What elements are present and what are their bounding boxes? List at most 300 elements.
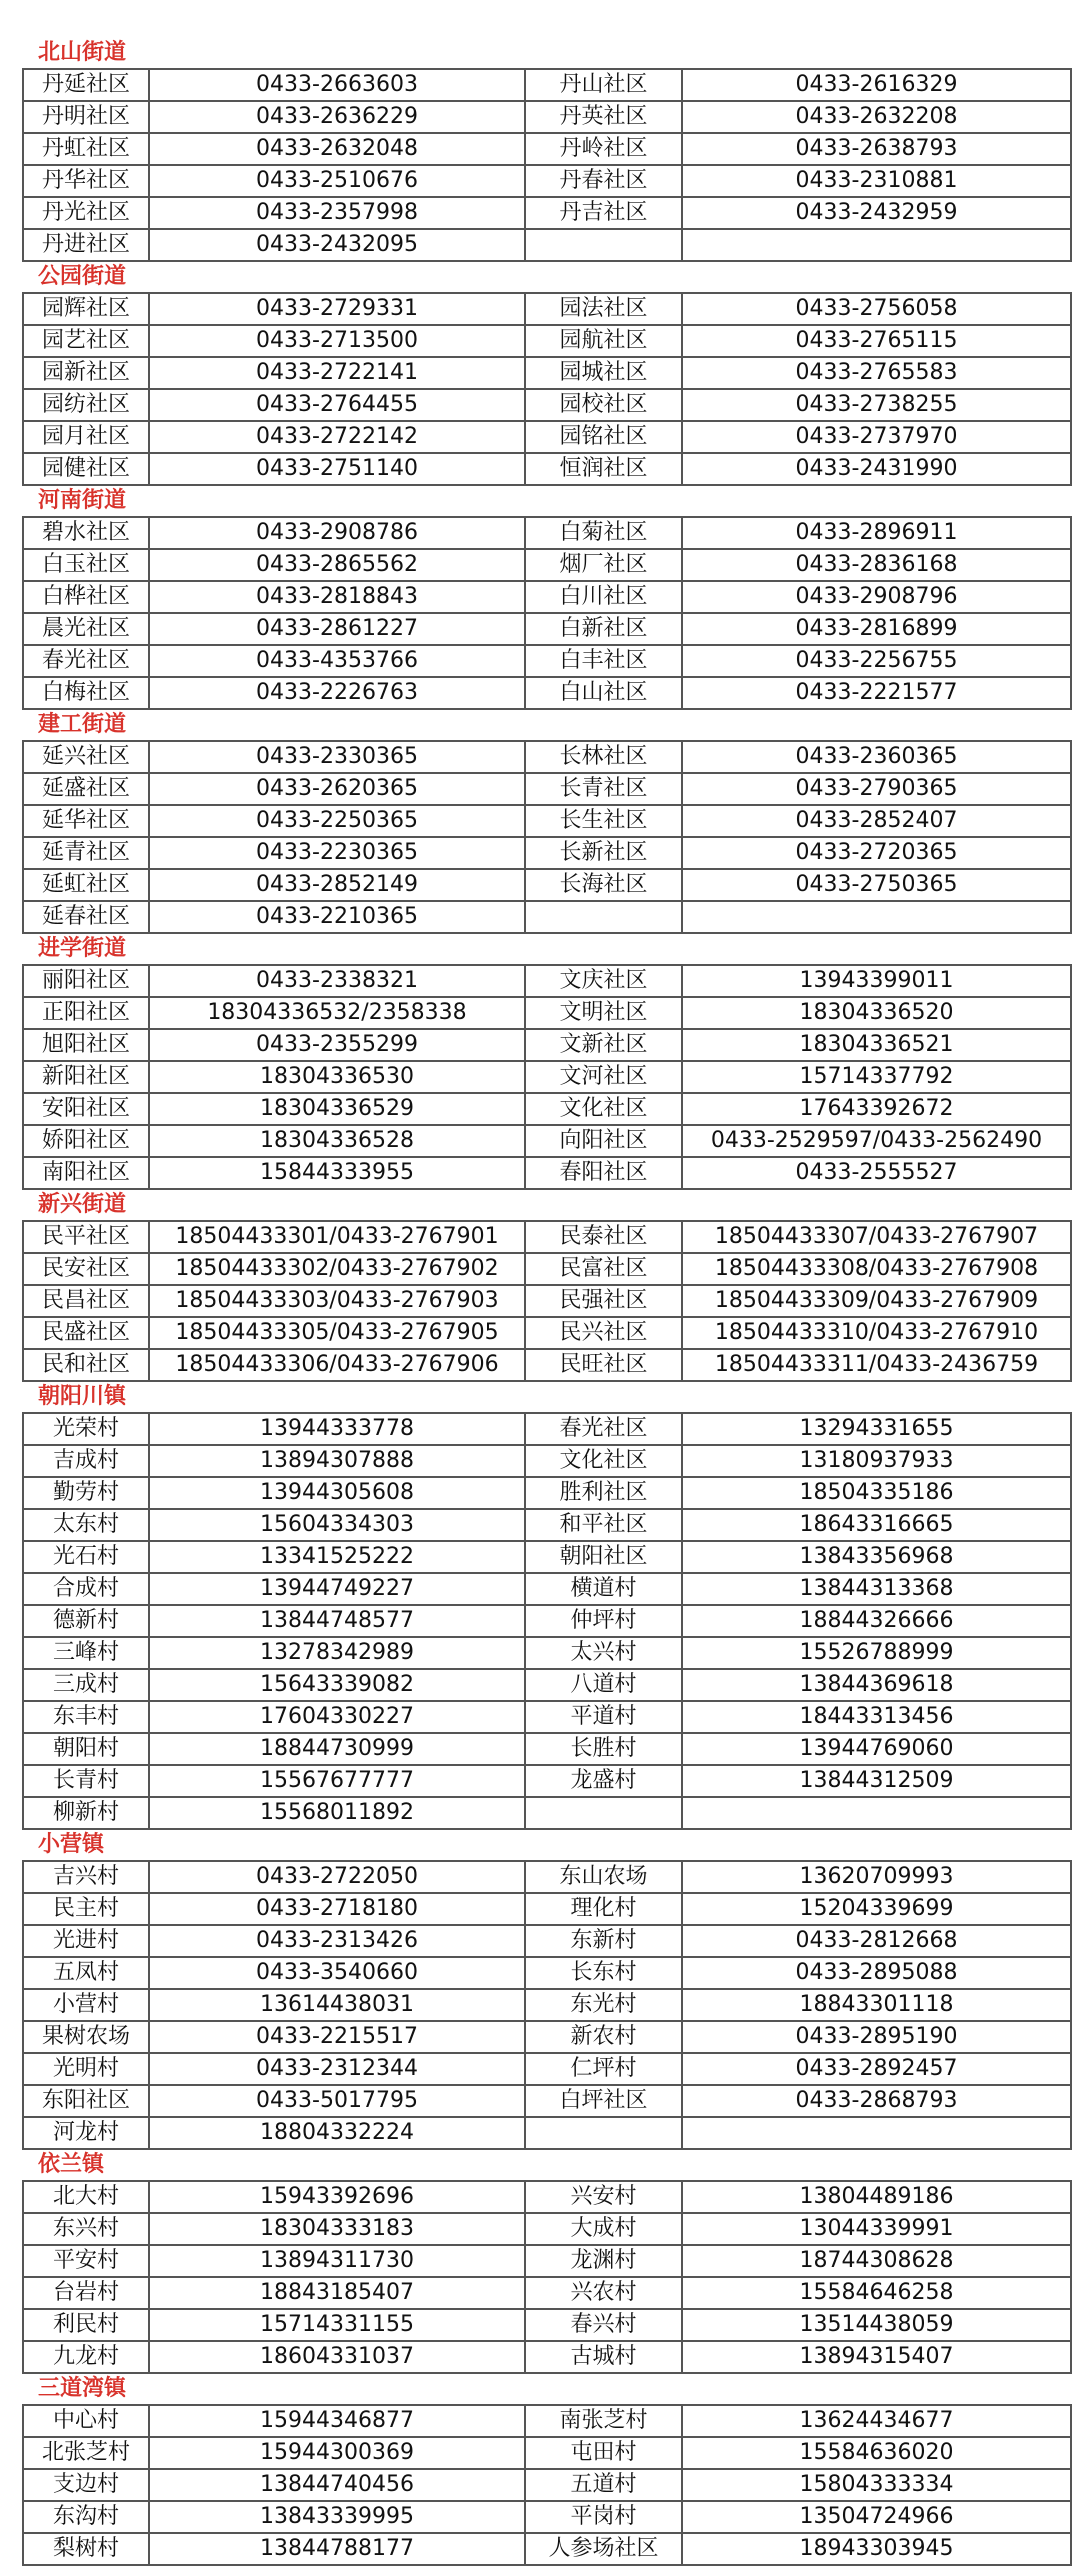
- phone-left: 0433-2722142: [149, 421, 525, 453]
- table-row: [23, 549, 1071, 581]
- table-row: [23, 773, 1071, 805]
- table-row: [23, 101, 1071, 133]
- phone-left: 0433-2230365: [149, 837, 525, 869]
- phone-right: 13514438059: [682, 2309, 1071, 2341]
- unit-name-right: 民旺社区: [525, 1349, 682, 1381]
- unit-name-right: 园航社区: [525, 325, 682, 357]
- phone-right: 13620709993: [682, 1861, 1071, 1893]
- unit-name-left: 中心村: [23, 2405, 149, 2437]
- phone-right: 0433-2632208: [682, 101, 1071, 133]
- unit-name-left: 延兴社区: [23, 741, 149, 773]
- unit-name-right: 白新社区: [525, 613, 682, 645]
- unit-name-left: 白桦社区: [23, 581, 149, 613]
- table-row: [23, 229, 1071, 261]
- phone-right: 0433-2221577: [682, 677, 1071, 709]
- phone-right: 0433-2892457: [682, 2053, 1071, 2085]
- phone-right: 0433-2868793: [682, 2085, 1071, 2117]
- table-row: [23, 2245, 1071, 2277]
- directory-table: [22, 1860, 1072, 2150]
- phone-right: 0433-2432959: [682, 197, 1071, 229]
- unit-name-right: 南张芝村: [525, 2405, 682, 2437]
- table-row: [23, 1541, 1071, 1573]
- unit-name-right: 兴安村: [525, 2181, 682, 2213]
- phone-left: 0433-2620365: [149, 773, 525, 805]
- phone-right: 13844369618: [682, 1669, 1071, 1701]
- phone-left: 0433-2250365: [149, 805, 525, 837]
- phone-left: 13844740456: [149, 2469, 525, 2501]
- table-row: [23, 1573, 1071, 1605]
- unit-name-left: 光石村: [23, 1541, 149, 1573]
- unit-name-left: 新阳社区: [23, 1061, 149, 1093]
- phone-left: 0433-2338321: [149, 965, 525, 997]
- table-row: [23, 357, 1071, 389]
- table-row: [23, 2277, 1071, 2309]
- table-row: [23, 1797, 1071, 1829]
- table-row: [23, 1861, 1071, 1893]
- directory-table: [22, 2180, 1072, 2374]
- unit-name-right: 民富社区: [525, 1253, 682, 1285]
- unit-name-left: 民和社区: [23, 1349, 149, 1381]
- section-title: 建工街道: [38, 712, 127, 737]
- unit-name-left: 太东村: [23, 1509, 149, 1541]
- phone-left: 0433-2313426: [149, 1925, 525, 1957]
- table-row: [23, 741, 1071, 773]
- directory-table: [22, 516, 1072, 710]
- unit-name-left: 丹明社区: [23, 101, 149, 133]
- phone-left: 13944749227: [149, 1573, 525, 1605]
- table-row: [23, 1957, 1071, 1989]
- unit-name-left: 利民村: [23, 2309, 149, 2341]
- phone-right: 0433-2529597/0433-2562490: [682, 1125, 1071, 1157]
- phone-left: 13894307888: [149, 1445, 525, 1477]
- unit-name-left: 北张芝村: [23, 2437, 149, 2469]
- unit-name-right: 仁坪村: [525, 2053, 682, 2085]
- section-title: 朝阳川镇: [38, 1384, 127, 1409]
- unit-name-right: 大成村: [525, 2213, 682, 2245]
- section: [0, 710, 1080, 934]
- unit-name-right: 屯田村: [525, 2437, 682, 2469]
- contact-directory: [0, 38, 1080, 2566]
- unit-name-right: 丹山社区: [525, 69, 682, 101]
- section: [0, 262, 1080, 486]
- unit-name-left: 延春社区: [23, 901, 149, 933]
- unit-name-left: 春光社区: [23, 645, 149, 677]
- section: [0, 934, 1080, 1190]
- unit-name-left: 梨树村: [23, 2533, 149, 2565]
- table-row: [23, 805, 1071, 837]
- phone-right: 15584646258: [682, 2277, 1071, 2309]
- phone-left: 0433-5017795: [149, 2085, 525, 2117]
- phone-right: [682, 901, 1071, 933]
- phone-left: 0433-2722141: [149, 357, 525, 389]
- phone-right: 13844312509: [682, 1765, 1071, 1797]
- phone-right: 18504433309/0433-2767909: [682, 1285, 1071, 1317]
- phone-left: 13278342989: [149, 1637, 525, 1669]
- unit-name-right: 人参场社区: [525, 2533, 682, 2565]
- phone-right: 0433-2908796: [682, 581, 1071, 613]
- phone-right: 15204339699: [682, 1893, 1071, 1925]
- table-row: [23, 69, 1071, 101]
- unit-name-left: 南阳社区: [23, 1157, 149, 1189]
- phone-left: 18304336530: [149, 1061, 525, 1093]
- unit-name-right: 长生社区: [525, 805, 682, 837]
- unit-name-left: 延青社区: [23, 837, 149, 869]
- unit-name-left: 园新社区: [23, 357, 149, 389]
- phone-right: 0433-2812668: [682, 1925, 1071, 1957]
- unit-name-left: 东沟村: [23, 2501, 149, 2533]
- phone-left: 15643339082: [149, 1669, 525, 1701]
- unit-name-right: 春阳社区: [525, 1157, 682, 1189]
- unit-name-left: 德新村: [23, 1605, 149, 1637]
- unit-name-left: 长青村: [23, 1765, 149, 1797]
- unit-name-right: [525, 229, 682, 261]
- phone-left: 13614438031: [149, 1989, 525, 2021]
- phone-right: 15714337792: [682, 1061, 1071, 1093]
- phone-left: 18843185407: [149, 2277, 525, 2309]
- unit-name-right: 兴农村: [525, 2277, 682, 2309]
- phone-right: 13944769060: [682, 1733, 1071, 1765]
- unit-name-left: 果树农场: [23, 2021, 149, 2053]
- unit-name-right: 文化社区: [525, 1093, 682, 1125]
- phone-right: 17643392672: [682, 1093, 1071, 1125]
- phone-right: 13804489186: [682, 2181, 1071, 2213]
- unit-name-left: 延华社区: [23, 805, 149, 837]
- phone-right: 18504335186: [682, 1477, 1071, 1509]
- unit-name-left: 园健社区: [23, 453, 149, 485]
- table-row: [23, 2501, 1071, 2533]
- table-row: [23, 1445, 1071, 1477]
- unit-name-right: 仲坪村: [525, 1605, 682, 1637]
- table-row: [23, 2181, 1071, 2213]
- unit-name-right: 平岗村: [525, 2501, 682, 2533]
- phone-left: 0433-2713500: [149, 325, 525, 357]
- table-row: [23, 1477, 1071, 1509]
- unit-name-left: 台岩村: [23, 2277, 149, 2309]
- unit-name-left: 三成村: [23, 1669, 149, 1701]
- table-row: [23, 1093, 1071, 1125]
- phone-right: 0433-2616329: [682, 69, 1071, 101]
- unit-name-right: 平道村: [525, 1701, 682, 1733]
- table-row: [23, 453, 1071, 485]
- unit-name-left: 光明村: [23, 2053, 149, 2085]
- table-row: [23, 1157, 1071, 1189]
- unit-name-right: 龙盛村: [525, 1765, 682, 1797]
- phone-right: 0433-2765583: [682, 357, 1071, 389]
- table-row: [23, 1605, 1071, 1637]
- phone-left: 18504433301/0433-2767901: [149, 1221, 525, 1253]
- unit-name-left: 园月社区: [23, 421, 149, 453]
- unit-name-right: 文化社区: [525, 1445, 682, 1477]
- table-row: [23, 1029, 1071, 1061]
- unit-name-left: 东兴村: [23, 2213, 149, 2245]
- unit-name-left: 光进村: [23, 1925, 149, 1957]
- unit-name-left: 合成村: [23, 1573, 149, 1605]
- unit-name-right: 民泰社区: [525, 1221, 682, 1253]
- table-row: [23, 1349, 1071, 1381]
- section: [0, 2374, 1080, 2566]
- phone-right: 13044339991: [682, 2213, 1071, 2245]
- directory-table: [22, 292, 1072, 486]
- phone-right: 0433-2756058: [682, 293, 1071, 325]
- table-row: [23, 293, 1071, 325]
- phone-right: 0433-2360365: [682, 741, 1071, 773]
- phone-right: 18844326666: [682, 1605, 1071, 1637]
- phone-left: 0433-2510676: [149, 165, 525, 197]
- table-row: [23, 965, 1071, 997]
- section-title: 依兰镇: [38, 2152, 105, 2177]
- phone-left: 0433-2865562: [149, 549, 525, 581]
- phone-left: 18804332224: [149, 2117, 525, 2149]
- unit-name-right: 烟厂社区: [525, 549, 682, 581]
- directory-table: [22, 964, 1072, 1190]
- phone-left: 0433-2722050: [149, 1861, 525, 1893]
- phone-left: 0433-2861227: [149, 613, 525, 645]
- unit-name-right: 龙渊村: [525, 2245, 682, 2277]
- table-row: [23, 325, 1071, 357]
- unit-name-right: 横道村: [525, 1573, 682, 1605]
- directory-table: [22, 68, 1072, 262]
- phone-right: 13843356968: [682, 1541, 1071, 1573]
- phone-left: 15943392696: [149, 2181, 525, 2213]
- phone-right: 18304336520: [682, 997, 1071, 1029]
- phone-right: 18504433307/0433-2767907: [682, 1221, 1071, 1253]
- phone-left: 15714331155: [149, 2309, 525, 2341]
- unit-name-right: [525, 1797, 682, 1829]
- phone-right: 18643316665: [682, 1509, 1071, 1541]
- unit-name-right: 春光社区: [525, 1413, 682, 1445]
- table-row: [23, 2213, 1071, 2245]
- unit-name-right: 文庆社区: [525, 965, 682, 997]
- unit-name-right: 东山农场: [525, 1861, 682, 1893]
- phone-left: 0433-2818843: [149, 581, 525, 613]
- unit-name-right: 长新社区: [525, 837, 682, 869]
- unit-name-right: 长林社区: [525, 741, 682, 773]
- section-title: 北山街道: [38, 40, 127, 65]
- unit-name-left: 柳新村: [23, 1797, 149, 1829]
- unit-name-right: 长海社区: [525, 869, 682, 901]
- table-row: [23, 901, 1071, 933]
- phone-left: 18304336529: [149, 1093, 525, 1125]
- phone-left: 18844730999: [149, 1733, 525, 1765]
- phone-left: 18304336532/2358338: [149, 997, 525, 1029]
- unit-name-left: 旭阳社区: [23, 1029, 149, 1061]
- phone-left: 0433-2357998: [149, 197, 525, 229]
- phone-left: 0433-2718180: [149, 1893, 525, 1925]
- unit-name-left: 平安村: [23, 2245, 149, 2277]
- unit-name-left: 三峰村: [23, 1637, 149, 1669]
- phone-right: 13294331655: [682, 1413, 1071, 1445]
- table-row: [23, 613, 1071, 645]
- directory-table: [22, 1412, 1072, 1830]
- phone-right: 0433-2738255: [682, 389, 1071, 421]
- phone-right: 0433-2737970: [682, 421, 1071, 453]
- unit-name-right: 文河社区: [525, 1061, 682, 1093]
- phone-right: 18504433310/0433-2767910: [682, 1317, 1071, 1349]
- unit-name-right: 文新社区: [525, 1029, 682, 1061]
- unit-name-left: 光荣村: [23, 1413, 149, 1445]
- unit-name-left: 安阳社区: [23, 1093, 149, 1125]
- table-row: [23, 2021, 1071, 2053]
- unit-name-left: 民盛社区: [23, 1317, 149, 1349]
- phone-left: 0433-2210365: [149, 901, 525, 933]
- section-title: 三道湾镇: [38, 2376, 127, 2401]
- phone-right: [682, 229, 1071, 261]
- unit-name-right: 向阳社区: [525, 1125, 682, 1157]
- section: [0, 486, 1080, 710]
- phone-left: 18504433303/0433-2767903: [149, 1285, 525, 1317]
- phone-right: 15584636020: [682, 2437, 1071, 2469]
- phone-right: 15804333334: [682, 2469, 1071, 2501]
- phone-left: 0433-4353766: [149, 645, 525, 677]
- phone-left: 0433-2312344: [149, 2053, 525, 2085]
- unit-name-right: 东光村: [525, 1989, 682, 2021]
- phone-left: 18304333183: [149, 2213, 525, 2245]
- phone-right: 13943399011: [682, 965, 1071, 997]
- unit-name-left: 民主村: [23, 1893, 149, 1925]
- section: [0, 1382, 1080, 1830]
- unit-name-right: 春兴村: [525, 2309, 682, 2341]
- section: [0, 1190, 1080, 1382]
- table-row: [23, 1061, 1071, 1093]
- phone-right: 18843301118: [682, 1989, 1071, 2021]
- unit-name-right: 白川社区: [525, 581, 682, 613]
- unit-name-left: 白玉社区: [23, 549, 149, 581]
- table-row: [23, 133, 1071, 165]
- phone-left: 13894311730: [149, 2245, 525, 2277]
- phone-left: 15568011892: [149, 1797, 525, 1829]
- phone-right: 0433-2720365: [682, 837, 1071, 869]
- table-row: [23, 1317, 1071, 1349]
- section: [0, 1830, 1080, 2150]
- phone-right: 0433-2638793: [682, 133, 1071, 165]
- phone-left: 0433-2636229: [149, 101, 525, 133]
- unit-name-left: 延盛社区: [23, 773, 149, 805]
- phone-right: 0433-2790365: [682, 773, 1071, 805]
- phone-left: 18504433305/0433-2767905: [149, 1317, 525, 1349]
- table-row: [23, 2117, 1071, 2149]
- phone-left: 0433-2330365: [149, 741, 525, 773]
- section-title: 小营镇: [38, 1832, 105, 1857]
- unit-name-left: 丹华社区: [23, 165, 149, 197]
- table-row: [23, 581, 1071, 613]
- unit-name-right: 白丰社区: [525, 645, 682, 677]
- phone-right: 13180937933: [682, 1445, 1071, 1477]
- phone-right: 18504433308/0433-2767908: [682, 1253, 1071, 1285]
- unit-name-left: 延虹社区: [23, 869, 149, 901]
- phone-right: 13504724966: [682, 2501, 1071, 2533]
- phone-right: 0433-2895088: [682, 1957, 1071, 1989]
- unit-name-left: 民昌社区: [23, 1285, 149, 1317]
- directory-table: [22, 2404, 1072, 2566]
- phone-left: 13844788177: [149, 2533, 525, 2565]
- section-title: 新兴街道: [38, 1192, 127, 1217]
- unit-name-right: 丹英社区: [525, 101, 682, 133]
- unit-name-right: 太兴村: [525, 1637, 682, 1669]
- phone-left: 18604331037: [149, 2341, 525, 2373]
- unit-name-right: [525, 2117, 682, 2149]
- table-row: [23, 1925, 1071, 1957]
- table-row: [23, 1221, 1071, 1253]
- unit-name-left: 园艺社区: [23, 325, 149, 357]
- phone-left: 0433-2663603: [149, 69, 525, 101]
- unit-name-right: 长胜村: [525, 1733, 682, 1765]
- section-title: 进学街道: [38, 936, 127, 961]
- phone-left: 0433-2632048: [149, 133, 525, 165]
- unit-name-right: 东新村: [525, 1925, 682, 1957]
- unit-name-left: 河龙村: [23, 2117, 149, 2149]
- unit-name-left: 娇阳社区: [23, 1125, 149, 1157]
- unit-name-left: 北大村: [23, 2181, 149, 2213]
- phone-left: 0433-2226763: [149, 677, 525, 709]
- table-row: [23, 1509, 1071, 1541]
- phone-left: 15844333955: [149, 1157, 525, 1189]
- phone-right: 0433-2816899: [682, 613, 1071, 645]
- table-row: [23, 2405, 1071, 2437]
- phone-left: 13944333778: [149, 1413, 525, 1445]
- unit-name-left: 丹虹社区: [23, 133, 149, 165]
- table-row: [23, 2309, 1071, 2341]
- phone-left: 13843339995: [149, 2501, 525, 2533]
- table-row: [23, 1989, 1071, 2021]
- table-row: [23, 1733, 1071, 1765]
- unit-name-right: 和平社区: [525, 1509, 682, 1541]
- section: [0, 2150, 1080, 2374]
- unit-name-right: 丹吉社区: [525, 197, 682, 229]
- unit-name-right: 胜利社区: [525, 1477, 682, 1509]
- phone-right: 0433-2431990: [682, 453, 1071, 485]
- unit-name-left: 民安社区: [23, 1253, 149, 1285]
- phone-left: 0433-2729331: [149, 293, 525, 325]
- phone-left: 13844748577: [149, 1605, 525, 1637]
- table-row: [23, 421, 1071, 453]
- unit-name-right: 理化村: [525, 1893, 682, 1925]
- phone-left: 13944305608: [149, 1477, 525, 1509]
- phone-right: 0433-2836168: [682, 549, 1071, 581]
- table-row: [23, 1285, 1071, 1317]
- table-row: [23, 389, 1071, 421]
- unit-name-right: 园铭社区: [525, 421, 682, 453]
- unit-name-right: 八道村: [525, 1669, 682, 1701]
- table-row: [23, 2085, 1071, 2117]
- phone-left: 0433-2764455: [149, 389, 525, 421]
- unit-name-left: 丹光社区: [23, 197, 149, 229]
- unit-name-left: 吉兴村: [23, 1861, 149, 1893]
- unit-name-left: 正阳社区: [23, 997, 149, 1029]
- unit-name-left: 小营村: [23, 1989, 149, 2021]
- phone-left: 0433-2355299: [149, 1029, 525, 1061]
- unit-name-left: 东阳社区: [23, 2085, 149, 2117]
- directory-table: [22, 740, 1072, 934]
- phone-right: 18443313456: [682, 1701, 1071, 1733]
- unit-name-right: 园城社区: [525, 357, 682, 389]
- phone-left: 0433-2908786: [149, 517, 525, 549]
- table-row: [23, 2053, 1071, 2085]
- table-row: [23, 1253, 1071, 1285]
- unit-name-left: 白梅社区: [23, 677, 149, 709]
- phone-left: 15944300369: [149, 2437, 525, 2469]
- phone-right: 0433-2765115: [682, 325, 1071, 357]
- directory-table: [22, 1220, 1072, 1382]
- table-row: [23, 677, 1071, 709]
- table-row: [23, 1893, 1071, 1925]
- phone-right: 0433-2256755: [682, 645, 1071, 677]
- unit-name-left: 丽阳社区: [23, 965, 149, 997]
- unit-name-left: 支边村: [23, 2469, 149, 2501]
- table-row: [23, 2437, 1071, 2469]
- phone-left: 15567677777: [149, 1765, 525, 1797]
- phone-right: 18744308628: [682, 2245, 1071, 2277]
- unit-name-left: 园辉社区: [23, 293, 149, 325]
